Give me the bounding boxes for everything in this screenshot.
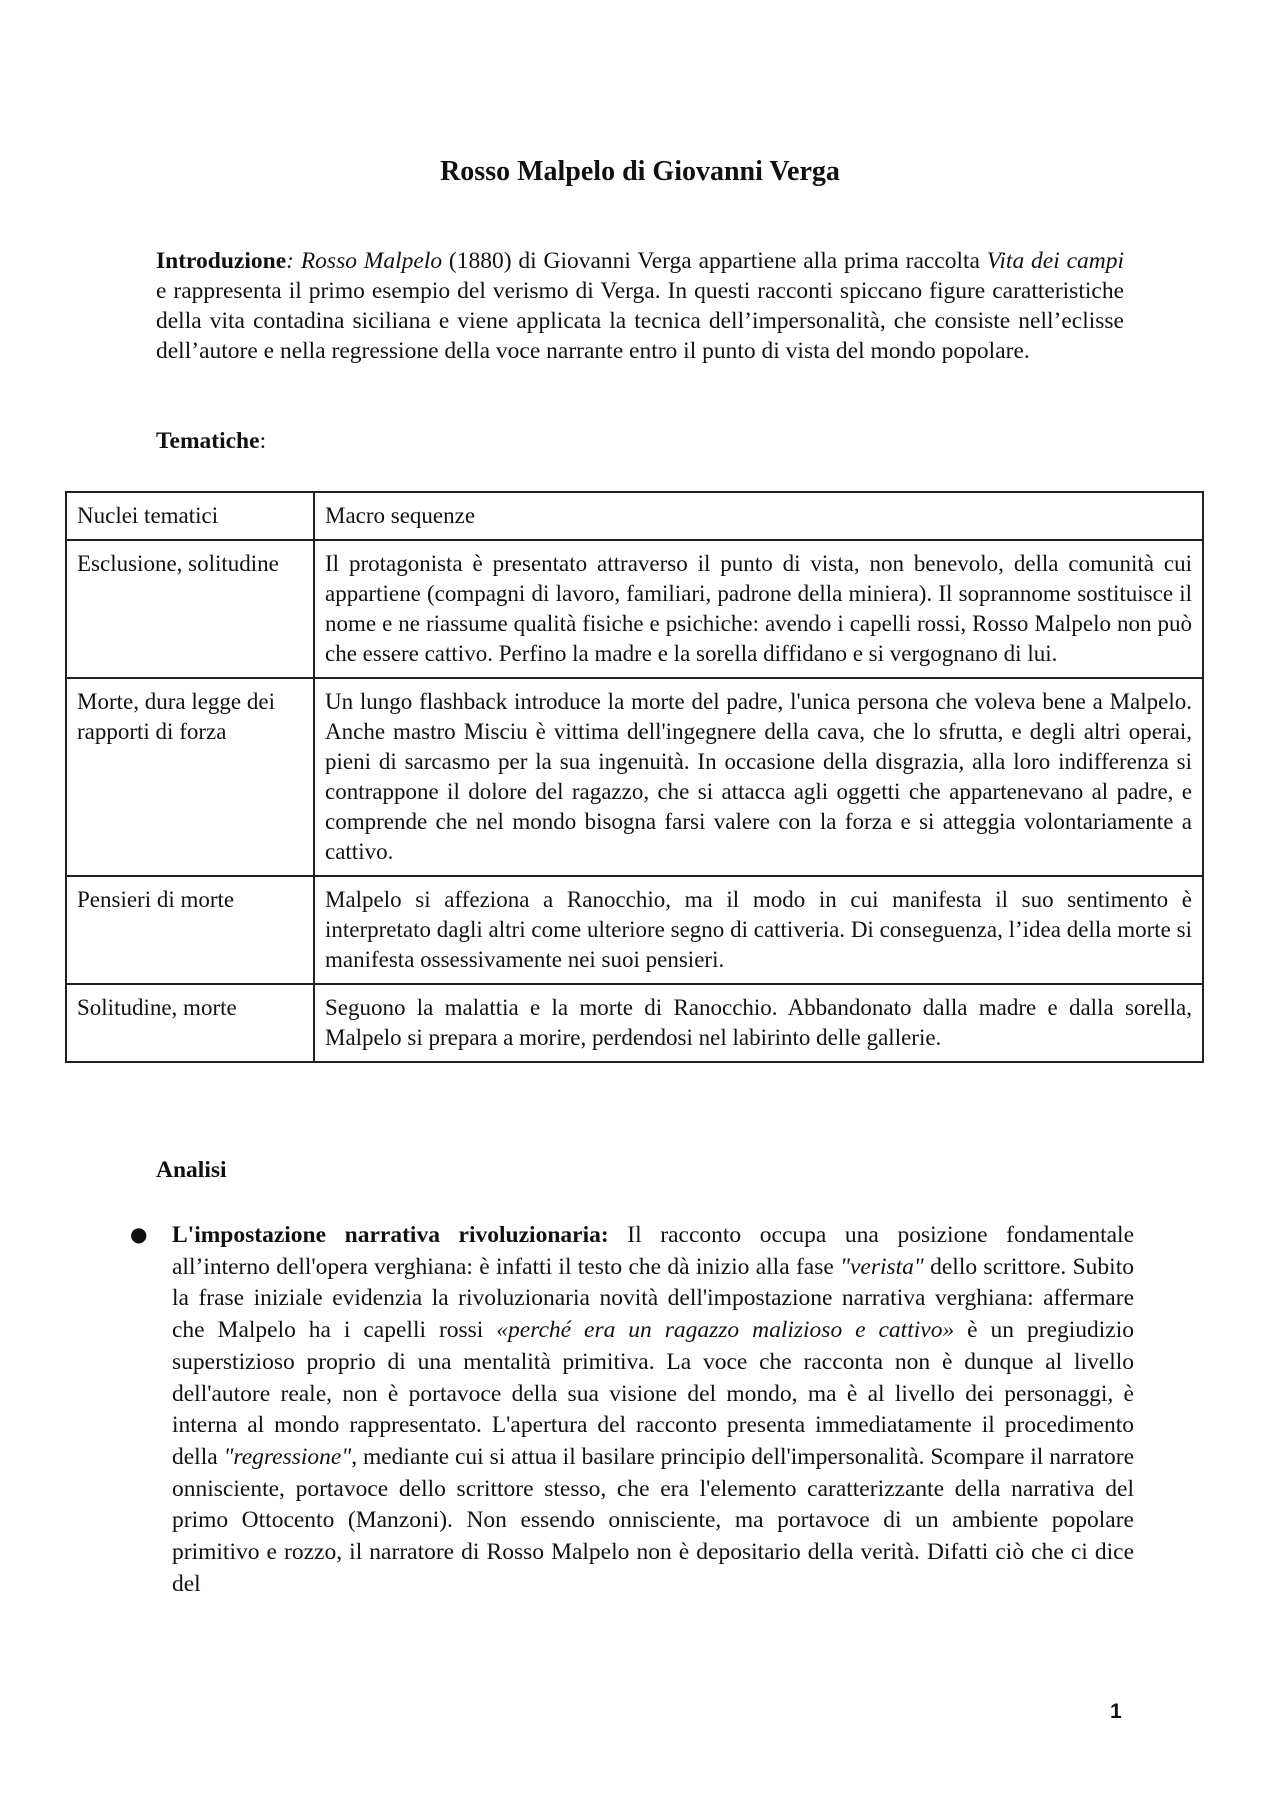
text-run: (1880) di Giovanni Verga appartiene alla prima raccolta: [442, 248, 987, 274]
text-run: è un pregiudizio superstizioso proprio di una mentalità primitiva. La voce che racconta non è dunque al livello dell'autore reale, non è portavoce della sua visione del mondo, ma è al livello dei personaggi, è interna al mondo rappresentato. L'apertura del racconto presenta immediatamente il procedimento della: [172, 1317, 1134, 1470]
table-row: [66, 984, 1203, 1062]
text-run: "verista": [840, 1253, 924, 1280]
text-run: dello scrittore. Subito la frase iniziale evidenzia la rivoluzionaria novità dell'impostazione narrativa verghiana: affermare che Malpelo ha i capelli rossi: [172, 1253, 1134, 1344]
text-run: e rappresenta il primo esempio del verismo di Verga. In questi racconti spiccano figure caratteristiche della vita contadina siciliana e viene applicata la tecnica dell’impersonalità, che consiste nell’eclisse dell’autore e nella regressione della voce narrante entro il punto di vista del mondo popolare.: [156, 278, 1124, 364]
table-header-cell: Macro sequenze: [314, 492, 1203, 540]
themes-table: [65, 491, 1204, 1063]
intro-label: Introduzione: [156, 248, 287, 274]
page-number: 1: [1110, 1700, 1122, 1723]
text-run: Vita dei campi: [986, 248, 1124, 274]
tematiche-label: Tematiche: [156, 428, 260, 454]
document-title: Rosso Malpelo di Giovanni Verga: [440, 156, 840, 187]
tematiche-colon: :: [259, 428, 267, 454]
analisi-paragraph: [172, 1220, 1134, 1600]
text-run: , mediante cui si attua il basilare principio dell'impersonalità. Scompare il narratore onnisciente, portavoce dello scrittore stesso, che era l'elemento caratterizzante della narrativa del primo Ottocento (Manzoni). Non essendo onnisciente, ma portavoce di un ambiente popolare primitivo e rozzo, il narratore di Rosso Malpelo non è depositario della verità. Difatti ciò che ci dice del: [172, 1443, 1135, 1597]
sequence-cell: Un lungo flashback introduce la morte del padre, l'unica persona che voleva bene a Malpelo. Anche mastro Misciu è vittima dell'ingegnere della cava, che lo sfrutta, e degli altri operai, pieni di sarcasmo per la sua ingenuità. In occasione della disgrazia, alla loro indifferenza si contrappone il dolore del ragazzo, che si attacca agli oggetti che appartenevano al padre, e comprende che nel mondo bisogna farsi valere con la forza e si atteggia volontariamente a cattivo.: [314, 678, 1203, 876]
theme-cell: Esclusione, solitudine: [66, 540, 314, 678]
table-header-row: [66, 492, 1203, 540]
text-run: Rosso Malpelo: [300, 248, 443, 274]
sequence-cell: Seguono la malattia e la morte di Ranocchio. Abbandonato dalla madre e dalla sorella, Malpelo si prepara a morire, perdendosi nel labirinto delle gallerie.: [314, 984, 1203, 1062]
theme-cell: Solitudine, morte: [66, 984, 314, 1062]
sequence-cell: Il protagonista è presentato attraverso il punto di vista, non benevolo, della comunità cui appartiene (compagni di lavoro, familiari, padrone della miniera). Il soprannome sostituisce il nome e ne riassume qualità fisiche e psichiche: avendo i capelli rossi, Rosso Malpelo non può che essere cattivo. Perfino la madre e la sorella diffidano e si vergognano di lui.: [314, 540, 1203, 678]
intro-paragraph: [156, 246, 1124, 366]
intro-label-colon: :: [286, 248, 294, 274]
table-header-cell: Nuclei tematici: [66, 492, 314, 540]
intro-text: [156, 248, 1124, 364]
table-row: [66, 876, 1203, 984]
text-run: L'impostazione narrativa rivoluzionaria:: [172, 1222, 609, 1248]
table-row: [66, 678, 1203, 876]
theme-cell: Pensieri di morte: [66, 876, 314, 984]
sequence-cell: Malpelo si affeziona a Ranocchio, ma il modo in cui manifesta il suo sentimento è interpretato dagli altri come ulteriore segno di cattiveria. Di conseguenza, l’idea della morte si manifesta ossessivamente nei suoi pensieri.: [314, 876, 1203, 984]
table-row: [66, 540, 1203, 678]
text-run: [294, 248, 301, 274]
text-run: «perché era un ragazzo malizioso e cattivo»: [496, 1317, 955, 1344]
theme-cell: Morte, dura legge dei rapporti di forza: [66, 678, 314, 876]
tematiche-heading: [156, 428, 266, 455]
bullet-icon: ●: [130, 1222, 148, 1246]
analisi-heading: Analisi: [156, 1157, 227, 1183]
text-run: Il racconto occupa una posizione fondamentale all’interno dell'opera verghiana: è infatti il testo che dà inizio alla fase: [172, 1222, 1135, 1280]
text-run: "regressione": [223, 1443, 352, 1470]
